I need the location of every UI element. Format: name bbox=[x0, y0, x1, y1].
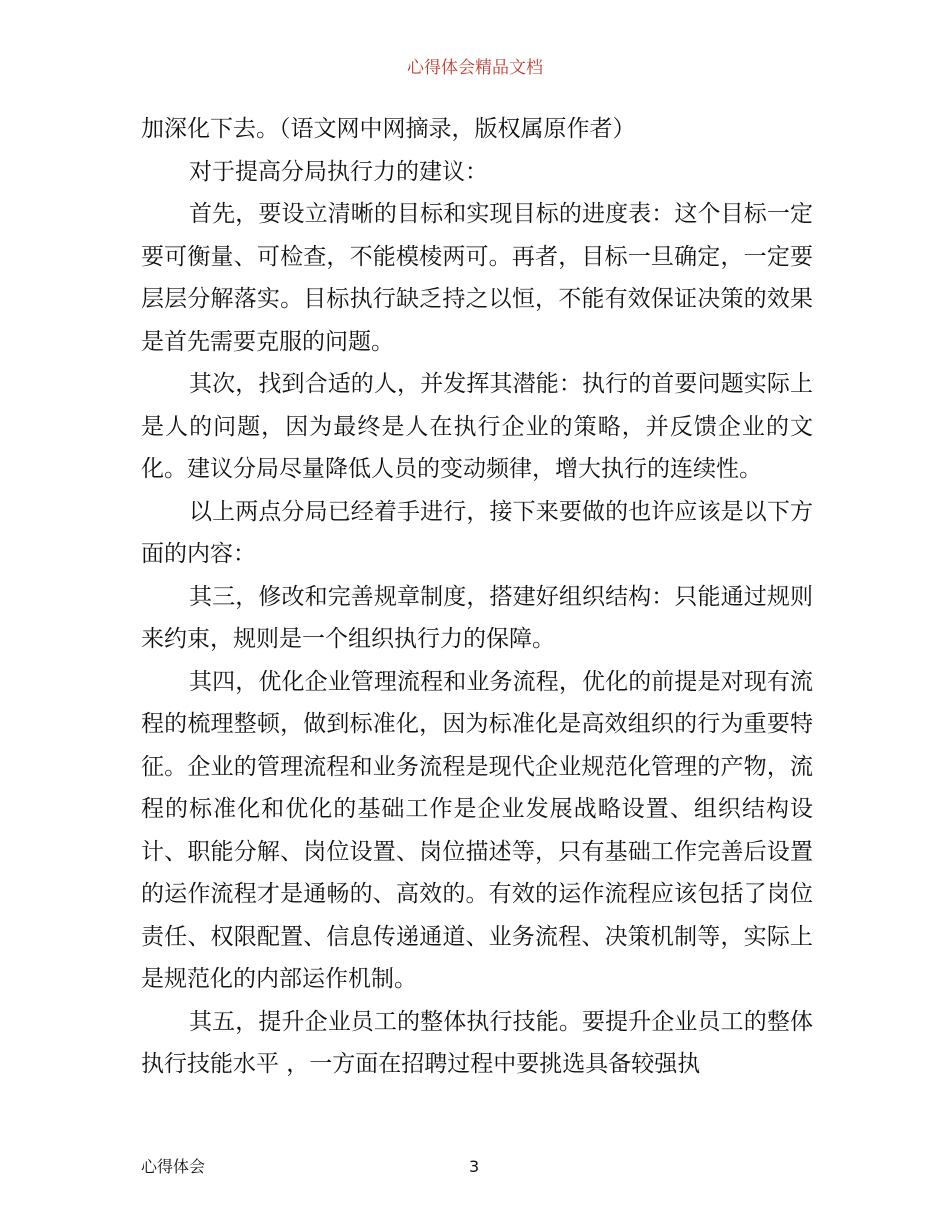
paragraph-first-point: 首先，要设立清晰的目标和实现目标的进度表：这个目标一定要可衡量、可检查，不能模棱两可。再者，目标一旦确定，一定要层层分解落实。目标执行缺乏持之以恒，不能有效保证决策的效果是首先需要克服的问题。 bbox=[141, 201, 813, 355]
paragraph-fourth-point: 其四，优化企业管理流程和业务流程，优化的前提是对现有流程的梳理整顿，做到标准化，因为标准化是高效组织的行为重要特征。企业的管理流程和业务流程是现代企业规范化管理的产物，流程的标准化和优化的基础工作是企业发展战略设置、组织结构设计、职能分解、岗位设置、岗位描述等，只有基础工作完善后设置的运作流程才是通畅的、高效的。有效的运作流程应该包括了岗位责任、权限配置、信息传递通道、业务流程、决策机制等，实际上是规范化的内部运作机制。 bbox=[141, 668, 813, 992]
footer-label: 心得体会 bbox=[141, 1157, 206, 1176]
page-footer bbox=[141, 1155, 813, 1179]
document-body bbox=[141, 108, 813, 1086]
paragraph-suggestions-heading: 对于提高分局执行力的建议： bbox=[189, 158, 488, 185]
page-number: 3 bbox=[469, 1157, 480, 1176]
paragraph-third-point: 其三，修改和完善规章制度，搭建好组织结构：只能通过规则来约束，规则是一个组织执行力的保障。 bbox=[141, 583, 813, 652]
page-header-title: 心得体会精品文档 bbox=[407, 58, 543, 78]
paragraph-transition: 以上两点分局已经着手进行，接下来要做的也许应该是以下方面的内容： bbox=[141, 498, 813, 567]
paragraph-second-point: 其次，找到合适的人，并发挥其潜能：执行的首要问题实际上是人的问题，因为最终是人在执行企业的策略，并反馈企业的文化。建议分局尽量降低人员的变动频律，增大执行的连续性。 bbox=[141, 371, 813, 482]
paragraph-continuation: 加深化下去。（语文网中网摘录，版权属原作者） bbox=[141, 116, 636, 142]
paragraph-fifth-point: 其五，提升企业员工的整体执行技能。要提升企业员工的整体执行技能水平 ，一方面在招聘过程中要挑选具备较强执 bbox=[141, 1008, 813, 1077]
